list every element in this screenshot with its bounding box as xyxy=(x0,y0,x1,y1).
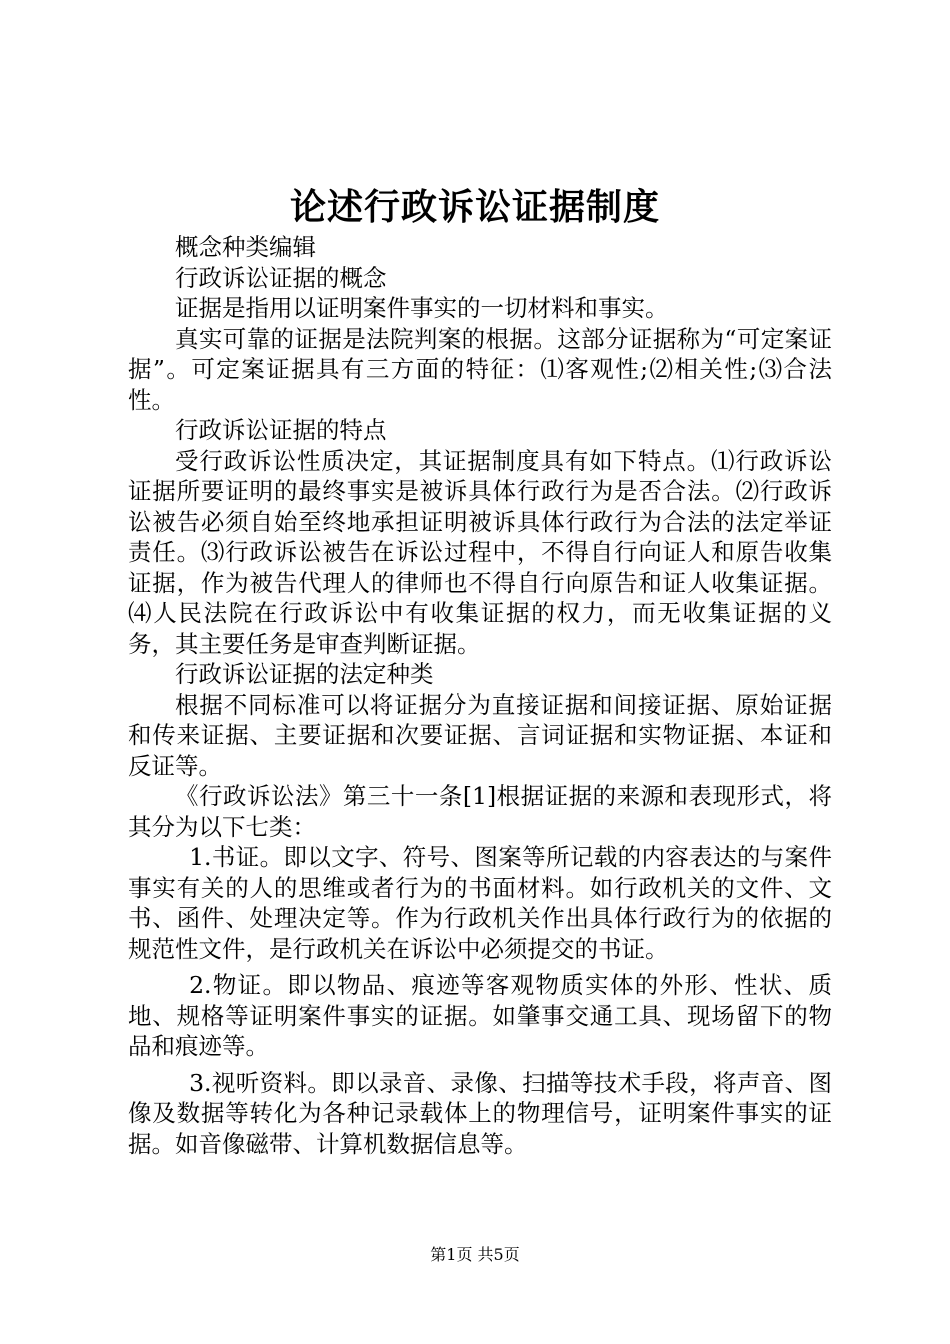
subsection-heading: 行政诉讼证据的法定种类 xyxy=(175,660,434,688)
document-title: 论述行政诉讼证据制度 xyxy=(289,186,660,228)
page-number-footer: 第1页 共5页 xyxy=(430,1245,520,1264)
body-paragraph: 真实可靠的证据是法院判案的根据。这部分证据称为“可定案证据”。可定案证据具有三方面的特征：⑴客观性;⑵相关性;⑶合法性。 xyxy=(128,324,832,414)
document-body xyxy=(128,232,832,1159)
body-paragraph: 《行政诉讼法》第三十一条[1]根据证据的来源和表现形式，将其分为以下七类： xyxy=(128,782,832,841)
list-item: 3.视听资料。即以录音、录像、扫描等技术手段，将声音、图像及数据等转化为各种记录载体上的物理信号，证明案件事实的证据。如音像磁带、计算机数据信息等。 xyxy=(128,1068,832,1158)
body-paragraph: 受行政诉讼性质决定，其证据制度具有如下特点。⑴行政诉讼证据所要证明的最终事实是被诉具体行政行为是否合法。⑵行政诉讼被告必须自始至终地承担证明被诉具体行政行为合法的法定举证责任。⑶行政诉讼被告在诉讼过程中，不得自行向证人和原告收集证据，作为被告代理人的律师也不得自行向原告和证人收集证据。⑷人民法院在行政诉讼中有收集证据的权力，而无收集证据的义务，其主要任务是审查判断证据。 xyxy=(128,446,832,658)
body-paragraph: 证据是指用以证明案件事实的一切材料和事实。 xyxy=(175,294,669,322)
subsection-heading: 行政诉讼证据的特点 xyxy=(175,416,387,444)
body-paragraph: 根据不同标准可以将证据分为直接证据和间接证据、原始证据和传来证据、主要证据和次要证据、言词证据和实物证据、本证和反证等。 xyxy=(128,690,832,780)
subsection-heading: 行政诉讼证据的概念 xyxy=(175,263,387,292)
section-heading: 概念种类编辑 xyxy=(175,233,316,261)
list-item: 2.物证。即以物品、痕迹等客观物质实体的外形、性状、质地、规格等证明案件事实的证据。如肇事交通工具、现场留下的物品和痕迹等。 xyxy=(128,971,832,1060)
list-item: 1.书证。即以文字、符号、图案等所记载的内容表达的与案件事实有关的人的思维或者行为的书面材料。如行政机关的文件、文书、函件、处理决定等。作为行政机关作出具体行政行为的依据的规范性文件，是行政机关在诉讼中必须提交的书证。 xyxy=(128,843,832,963)
